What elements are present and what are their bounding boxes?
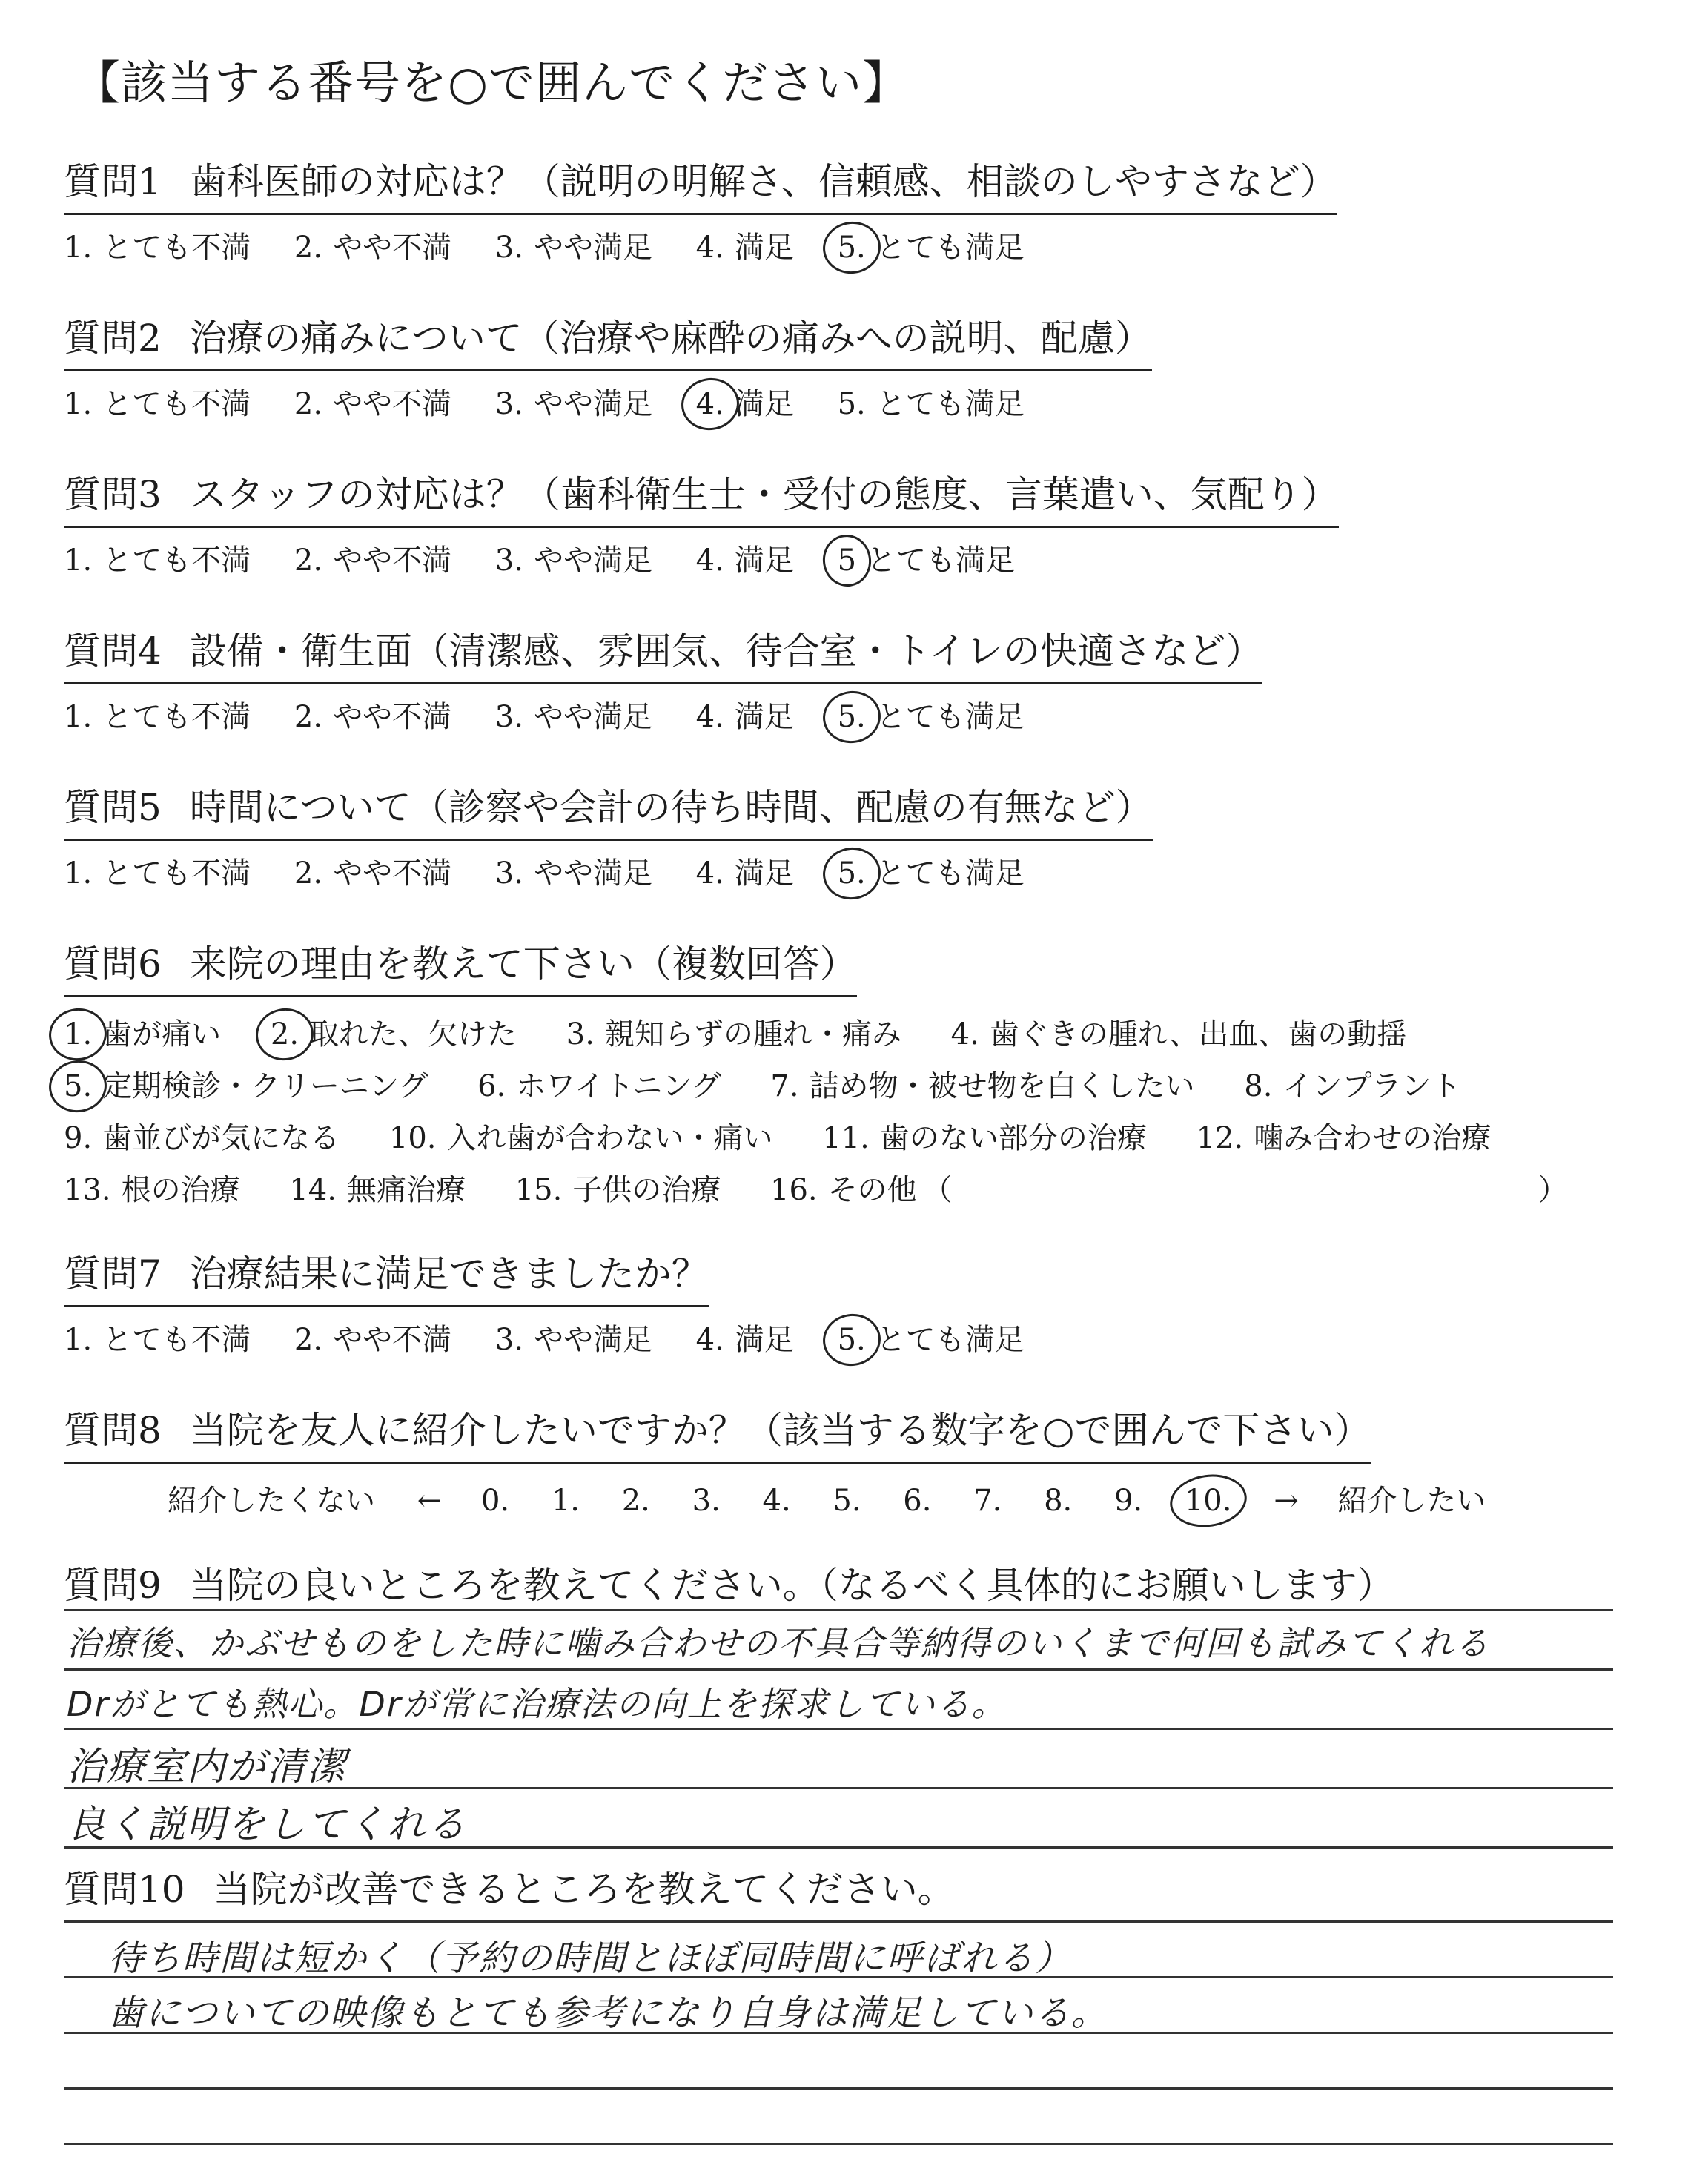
circled-mark: 1. — [64, 1017, 93, 1051]
question-10 — [64, 1860, 955, 1913]
option-5-selected[interactable]: 5. とても満足 — [837, 700, 1025, 734]
option-4[interactable]: 4. 満足 — [695, 231, 794, 265]
option-1[interactable]: 1. とても不満 — [64, 700, 251, 734]
question-9 — [64, 1556, 1394, 1609]
circled-mark: 2. — [270, 1017, 299, 1051]
reason-3[interactable]: 3. 親知らずの腫れ・痛み — [566, 1017, 901, 1051]
reason-15[interactable]: 15. 子供の治療 — [514, 1173, 721, 1207]
option-5-selected[interactable]: 5. とても満足 — [837, 1323, 1025, 1357]
scale-2[interactable]: 2. — [621, 1484, 650, 1518]
question-text: 治療の痛みについて（治療や麻酔の痛みへの説明、配慮） — [189, 317, 1152, 360]
option-5-selected[interactable]: 5. とても満足 — [837, 231, 1025, 265]
ruled-line — [64, 1668, 1613, 1671]
question-text: 来院の理由を教えて下さい（複数回答） — [189, 942, 857, 985]
question-text: 歯科医師の対応は？（説明の明解さ、信頼感、相談のしやすさなど） — [189, 160, 1337, 203]
scale-3[interactable]: 3. — [692, 1484, 721, 1518]
reason-10[interactable]: 10. 入れ歯が合わない・痛い — [388, 1121, 773, 1155]
rating-options — [64, 1316, 1059, 1358]
question-heading — [64, 778, 1153, 841]
ruled-line — [64, 2087, 1613, 2090]
ruled-line — [64, 2143, 1613, 2145]
q10-answer-area[interactable] — [64, 1920, 1613, 2150]
question-text: 治療結果に満足できましたか？ — [189, 1252, 709, 1295]
reason-16[interactable]: 16. その他 （ ） — [770, 1166, 1568, 1209]
question-number: 質問7 — [64, 1252, 162, 1295]
question-8 — [64, 1401, 1518, 1519]
reason-11[interactable]: 11. 歯のない部分の治療 — [822, 1121, 1147, 1155]
scale-5[interactable]: 5. — [833, 1484, 861, 1518]
scale-9[interactable]: 9. — [1113, 1484, 1143, 1518]
scale-7[interactable]: 7. — [973, 1484, 1002, 1518]
circled-mark: 4. — [695, 387, 724, 421]
scale-0[interactable]: 0. — [480, 1484, 510, 1518]
q9-answer-area[interactable] — [64, 1609, 1613, 1861]
reason-14[interactable]: 14. 無痛治療 — [289, 1173, 466, 1207]
question-text: 当院が改善できるところを教えてください。 — [213, 1868, 955, 1911]
reason-12[interactable]: 12. 噛み合わせの治療 — [1196, 1121, 1492, 1155]
option-1[interactable]: 1. とても不満 — [64, 1323, 251, 1357]
reason-row — [64, 1114, 1608, 1166]
question-5 — [64, 778, 1153, 892]
option-1[interactable]: 1. とても不満 — [64, 387, 251, 421]
question-3 — [64, 465, 1339, 579]
question-number: 質問1 — [64, 160, 162, 203]
scale-left-label: 紹介したくない — [168, 1484, 375, 1518]
option-4[interactable]: 4. 満足 — [695, 700, 794, 734]
scale-right-label: 紹介したい — [1337, 1484, 1486, 1518]
question-number: 質問4 — [64, 630, 162, 673]
option-1[interactable]: 1. とても不満 — [64, 544, 251, 578]
rating-options — [64, 224, 1337, 266]
question-number: 質問10 — [64, 1868, 185, 1911]
option-3[interactable]: 3. やや満足 — [494, 387, 652, 421]
question-number: 質問8 — [64, 1409, 162, 1452]
ruled-line — [64, 1728, 1613, 1730]
option-2[interactable]: 2. やや不満 — [294, 700, 452, 734]
handwritten-answer: 歯についての映像もとても参考になり自身は満足している。 — [108, 1992, 1109, 2034]
question-heading — [64, 1244, 709, 1307]
scale-6[interactable]: 6. — [903, 1484, 932, 1518]
question-4 — [64, 621, 1262, 736]
question-text: 当院を友人に紹介したいですか？（該当する数字を○で囲んで下さい） — [189, 1409, 1371, 1452]
ruled-line — [64, 1920, 1613, 1923]
question-heading — [64, 465, 1339, 528]
recommend-scale — [168, 1477, 1518, 1519]
option-3[interactable]: 3. やや満足 — [494, 231, 652, 265]
reason-2-selected[interactable]: 2. 取れた、欠けた — [270, 1017, 517, 1051]
circled-mark: 5. — [64, 1069, 93, 1103]
option-3[interactable]: 3. やや満足 — [494, 700, 652, 734]
arrow-right-icon: → — [1274, 1484, 1299, 1518]
rating-options — [64, 693, 1262, 736]
option-4[interactable]: 4. 満足 — [695, 544, 794, 578]
question-text: 当院の良いところを教えてください。（なるべく具体的にお願いします） — [189, 1564, 1394, 1607]
reason-5-selected[interactable]: 5. 定期検診・クリーニング — [64, 1069, 428, 1103]
reason-row — [64, 1166, 1608, 1218]
scale-1[interactable]: 1. — [551, 1484, 580, 1518]
question-text: 時間について（診察や会計の待ち時間、配慮の有無など） — [189, 786, 1153, 829]
question-heading — [64, 934, 857, 997]
option-4[interactable]: 4. 満足 — [695, 856, 794, 891]
option-2[interactable]: 2. やや不満 — [294, 231, 452, 265]
circled-mark: 5. — [837, 856, 866, 891]
option-1[interactable]: 1. とても不満 — [64, 856, 251, 891]
scale-10-selected[interactable]: 10. — [1184, 1484, 1232, 1518]
rating-options — [64, 380, 1152, 423]
reason-13[interactable]: 13. 根の治療 — [64, 1173, 240, 1207]
reason-4[interactable]: 4. 歯ぐきの腫れ、出血、歯の動揺 — [950, 1017, 1407, 1051]
handwritten-answer: 治療室内が清潔 — [67, 1745, 348, 1789]
option-3[interactable]: 3. やや満足 — [494, 1323, 652, 1357]
question-number: 質問3 — [64, 473, 162, 516]
reason-row — [64, 1011, 1608, 1063]
reason-1-selected[interactable]: 1. 歯が痛い — [64, 1017, 222, 1051]
question-7 — [64, 1244, 1059, 1358]
option-4-selected[interactable]: 4. 満足 — [695, 387, 794, 421]
option-5-selected[interactable]: 5 とても満足 — [837, 544, 1016, 578]
scale-4[interactable]: 4. — [762, 1484, 791, 1518]
handwritten-answer: 治療後、かぶせものをした時に噛み合わせの不具合等納得のいくまで何回も試みてくれる — [67, 1623, 1490, 1663]
circled-mark: 5 — [837, 544, 857, 578]
reason-8[interactable]: 8. インプラント — [1244, 1069, 1461, 1103]
question-heading — [64, 621, 1262, 684]
option-2[interactable]: 2. やや不満 — [294, 856, 452, 891]
circled-mark: 5. — [837, 231, 866, 265]
arrow-left-icon: ← — [417, 1484, 443, 1518]
handwritten-answer: 良く説明をしてくれる — [67, 1803, 468, 1847]
handwritten-answer: 待ち時間は短かく（予約の時間とほぼ同時間に呼ばれる） — [108, 1938, 1073, 1979]
rating-options — [64, 537, 1339, 579]
handwritten-answer: Drがとても熱心。Drが常に治療法の向上を探求している。 — [67, 1684, 1007, 1724]
question-text: 設備・衛生面（清潔感、雰囲気、待合室・トイレの快適さなど） — [189, 630, 1263, 673]
option-2[interactable]: 2. やや不満 — [294, 544, 452, 578]
reason-6[interactable]: 6. ホワイトニング — [477, 1069, 721, 1103]
circled-mark: 5. — [837, 1323, 866, 1357]
option-3[interactable]: 3. やや満足 — [494, 856, 652, 891]
reason-row — [64, 1063, 1608, 1114]
option-2[interactable]: 2. やや不満 — [294, 1323, 452, 1357]
option-5[interactable]: 5. とても満足 — [837, 387, 1025, 421]
other-paren-close: ） — [1537, 1173, 1568, 1207]
question-heading — [64, 152, 1337, 215]
rating-options — [64, 850, 1153, 892]
question-6 — [64, 934, 1608, 1218]
other-paren-open: （ — [922, 1173, 953, 1207]
question-2 — [64, 308, 1152, 423]
question-number: 質問9 — [64, 1564, 162, 1607]
option-1[interactable]: 1. とても不満 — [64, 231, 251, 265]
question-number: 質問5 — [64, 786, 162, 829]
option-4[interactable]: 4. 満足 — [695, 1323, 794, 1357]
question-text: スタッフの対応は？（歯科衛生士・受付の態度、言葉遣い、気配り） — [189, 473, 1339, 516]
reason-options — [64, 1011, 1608, 1218]
option-2[interactable]: 2. やや不満 — [294, 387, 452, 421]
option-3[interactable]: 3. やや満足 — [494, 544, 652, 578]
question-number: 質問2 — [64, 317, 162, 360]
reason-9[interactable]: 9. 歯並びが気になる — [64, 1121, 340, 1155]
reason-7[interactable]: 7. 詰め物・被せ物を白くしたい — [770, 1069, 1195, 1103]
scale-8[interactable]: 8. — [1044, 1484, 1073, 1518]
circled-mark: 5. — [837, 700, 866, 734]
question-heading — [64, 1401, 1371, 1464]
option-5-selected[interactable]: 5. とても満足 — [837, 856, 1025, 891]
ruled-line — [64, 1609, 1613, 1611]
page-title: 【該当する番号を○で囲んでください】 — [74, 56, 910, 110]
question-number: 質問6 — [64, 942, 162, 985]
question-heading — [64, 308, 1152, 371]
question-1 — [64, 152, 1337, 266]
